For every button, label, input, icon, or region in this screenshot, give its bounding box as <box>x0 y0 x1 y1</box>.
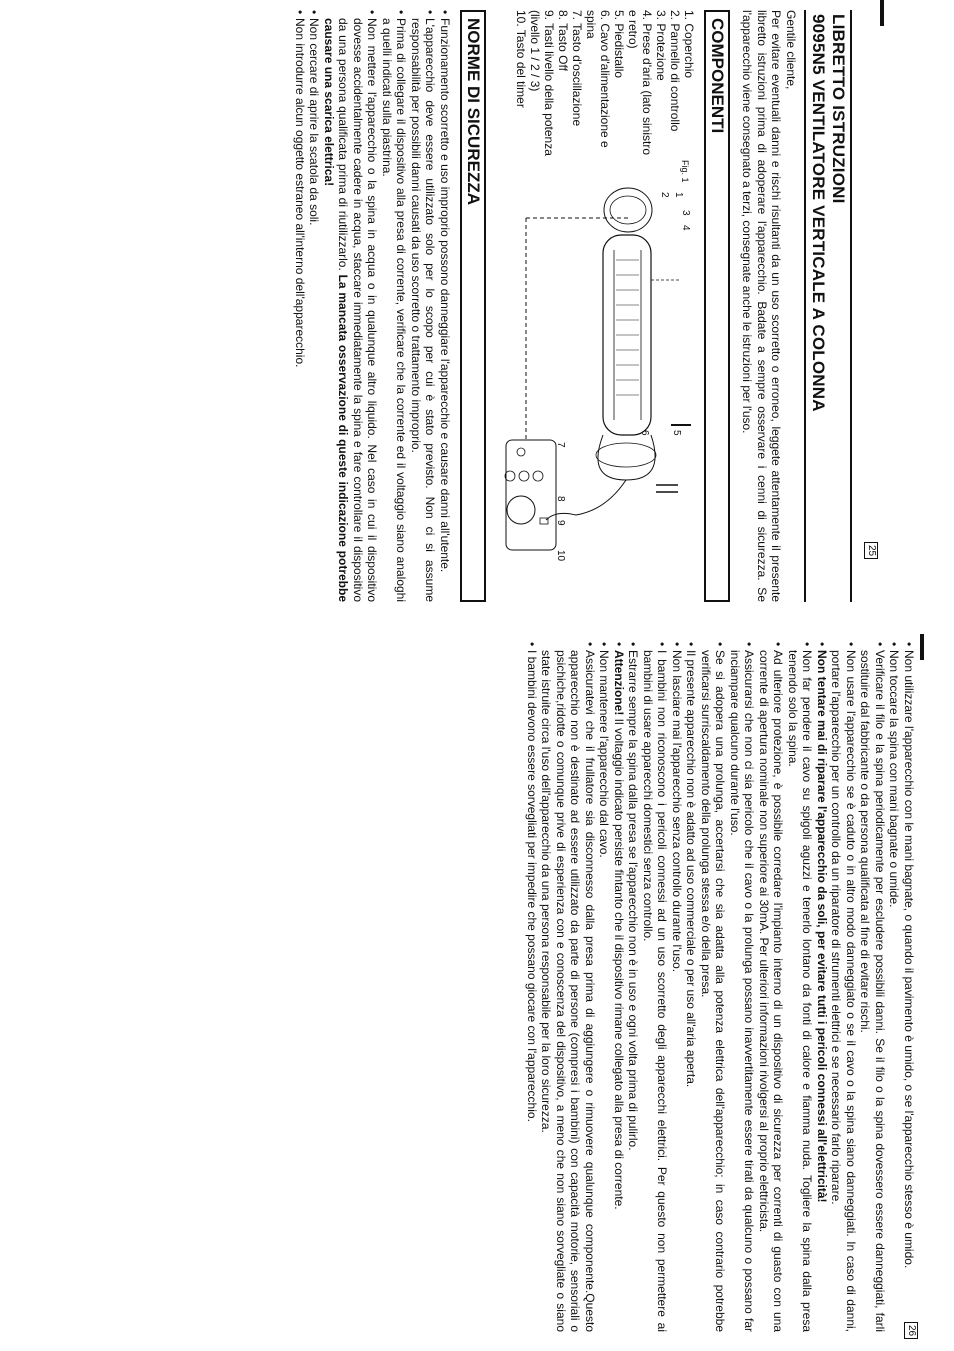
component-item: 5. Piedistallo <box>612 10 626 79</box>
safety-item-text: Estrarre sempre la spina dalla presa se l'apparecchio non è in uso e ogni volta prima di pulirlo. <box>626 650 641 1151</box>
safety-item-emphasis: Attenzione! <box>612 650 626 716</box>
safety-item <box>539 642 597 1332</box>
safety-item <box>612 642 627 1332</box>
safety-item <box>597 642 612 1332</box>
safety-item-text: Ad ulteriore protezione, è possibile corredare l'impianto interno di un dispositivo di sicurezza per correnti di guasto con una corrente di apertura nominale non superiore ai 30mA. Per ulteriori informazioni rivolgersi al proprio elettricista. <box>757 650 786 1332</box>
safety-item <box>815 642 830 1332</box>
component-item: 8. Tasto Off <box>556 10 570 71</box>
callout-10: 10 <box>555 550 566 562</box>
callout-4: 4 <box>680 225 691 231</box>
fan-diagram <box>501 180 691 600</box>
greeting: Gentile cliente, <box>784 10 798 90</box>
safety-item-emphasis: Non tentare mai di riparare l'apparecchio da soli, per evitare tutti i pericoli connessi all'elettricità! <box>815 650 829 1203</box>
page-marker <box>880 0 884 26</box>
components-heading: COMPONENTI <box>704 10 730 602</box>
page-number-26: 26 <box>904 1322 918 1339</box>
safety-item-text: Verificare il filo e la spina periodicamente per escludere possibili danni. Se il filo o la spina dovessero essere danneggiati, farli sostituire dal fabbricante o da persona qualificata al fine di evitare rischi. <box>858 650 887 1332</box>
components-list <box>514 10 696 160</box>
tower-fan-illustration <box>505 188 691 550</box>
callout-2: 2 <box>659 192 670 198</box>
page-marker <box>920 634 924 660</box>
safety-item-text: I bambini non riconoscono i pericoli connessi ad un uso scorretto degli apparecchi elettrici. Per questo non permettere ai bambini di usare apparecchi domestici senza controllo. <box>641 650 670 1332</box>
safety-item <box>887 642 902 1332</box>
component-item: 3. Protezione <box>654 10 668 81</box>
safety-item-text: Assicuratevi che il frullatore sia disconnesso dalla presa prima di aggiungere o rimuovere qualunque componente.Questo apparecchio non è destinato ad essere utilizzato da parte di persone (compresi i bambini) con capacità motorie, sensoriali o psichiche,ridotte o comunque prive di esperienza con e conoscenza del dispositivo, a meno che non siano sorvegliate o siano state istruite circa l'uso dell'apparecchio da una persona responsabile per la loro sicurezza. <box>539 650 597 1332</box>
component-item: 10. Tasto del timer <box>514 10 528 108</box>
safety-item-text: L'apparecchio deve essere utilizzato solo per lo scopo per cui è stato previsto. Non ci si assume responsabilità per possibili danni causati da uso scorretto o trattamento improprio. <box>409 18 438 602</box>
safety-item <box>829 642 858 1332</box>
safety-item-text: Assicurarsi che non ci sia pericolo che il cavo o la prolunga possano inavvertitamente essere tirati da qualcuno o possano far inciampare qualcuno durante l'uso. <box>728 650 757 1332</box>
component-item: 9. Tasti livello della potenza (livello 1 / 2 / 3) <box>528 10 556 156</box>
page-number-25: 25 <box>864 542 878 559</box>
safety-item <box>670 642 685 1332</box>
component-item: 4. Prese d'aria (lato sinistro e retro) <box>626 10 654 156</box>
figure-label: Fig. 1 <box>680 160 690 183</box>
safety-item-text: Non cercare di aprire la scatola da soli. <box>307 18 322 226</box>
safety-item <box>757 642 786 1332</box>
callout-3: 3 <box>680 210 691 216</box>
document-title <box>804 10 852 602</box>
component-item: 7. Tasto d'oscillazione <box>570 10 584 127</box>
callout-9: 9 <box>555 520 566 526</box>
safety-item <box>786 642 815 1332</box>
title-line-2: 9095N5 VENTILATORE VERTICALE A COLONNA <box>809 14 828 412</box>
callout-6: 6 <box>639 430 650 436</box>
safety-item-text: Prima di collegare il dispositivo alla presa di corrente, verificare che la corrente ed il voltaggio siano analoghi a quelli indicati sulla piastrina. <box>380 18 409 602</box>
safety-item-emphasis: La mancata osservazione di queste indicazione potrebbe causare una scarica elettrica! <box>322 18 351 602</box>
safety-item-text: I bambini devono essere sorvegliati per impedire che possano giocare con l'apparecchio. <box>525 650 539 1122</box>
safety-item-text: Non far pendere il cavo su spigoli aguzzi e tenerlo lontano da fonti di calore e fiamma nuda. Togliere la spina dalla presa tenendo solo la spina. <box>786 650 815 1332</box>
safety-item-text: Non utilizzare l'apparecchio con le mani bagnate, o quando il pavimento è umido, o se l'apparecchio stesso è umido. <box>902 650 916 1269</box>
safety-item <box>438 10 453 602</box>
safety-item <box>293 10 308 602</box>
safety-item-text: Funzionamento scorretto e uso improprio possono danneggiare l'apparecchio e causare danni all'utente. <box>438 18 452 573</box>
safety-item-text: Il voltaggio indicato persiste fintanto che il dispositivo rimane collegato alla presa di corrente. <box>612 715 626 1210</box>
component-item: 1. Coperchio <box>682 10 696 79</box>
safety-item <box>641 642 670 1332</box>
callout-5: 5 <box>671 430 682 436</box>
title-line-1: LIBRETTO ISTRUZIONI <box>829 14 848 204</box>
safety-item <box>380 10 409 602</box>
safety-list <box>293 10 453 602</box>
safety-item <box>728 642 757 1332</box>
safety-item <box>699 642 728 1332</box>
intro-paragraph: Per evitare eventuali danni e rischi risultanti da un uso scorretto o erroneo, leggete attentamente il presente libretto istruzioni prima di adoperare l'apparecchio. Badate a sempre osservare i cenni di sicurezza. Se l'apparecchio viene consegnato a terzi, consegnate anche le istruzioni per l'uso. <box>740 10 784 602</box>
safety-item <box>525 642 540 1332</box>
callout-7: 7 <box>555 442 566 448</box>
callout-1: 1 <box>673 192 684 198</box>
component-item: 2. Pannello di controllo <box>668 10 682 132</box>
safety-item <box>902 642 917 1332</box>
safety-item-text: Il presente apparecchio non è adatto ad uso commerciale o per uso all'aria aperta. <box>684 650 699 1088</box>
safety-item-text: Non usare l'apparecchio se è caduto o in altro modo danneggiato o se il cavo o la spina siano danneggiati. In caso di danni, portare l'apparecchio per un controllo da un riparatore di strumenti elettrici e se necessario farlo riparare. <box>829 650 858 1332</box>
safety-item-text: Non introdurre alcun oggetto estraneo all'interno dell'apparecchio. <box>293 18 307 368</box>
callout-8: 8 <box>555 496 566 502</box>
safety-item-text: Non mettere l'apparecchio o la spina in acqua o in qualunque altro liquido. Nel caso in cui il dispositivo dovesse accidentalmente cadere in acqua, staccare immediatamente la spina e fare controllare il dispositivo da una persona qualificata prima di riutilizzarlo. <box>336 18 380 602</box>
safety-item-text: Non toccare la spina con mani bagnate o umide. <box>887 650 902 908</box>
safety-item <box>684 642 699 1332</box>
safety-item <box>322 10 380 602</box>
right-safety-list <box>525 642 917 1332</box>
safety-item-text: Se si adopera una prolunga, accertarsi che sia adatta alla potenza elettrica dell'apparecchio; in caso contrario potrebbe verificarsi surriscaldamento della prolunga stessa e/o della presa. <box>699 650 728 1332</box>
component-item: 6. Cavo d'alimentazione e spina <box>584 10 612 148</box>
safety-item <box>409 10 438 602</box>
safety-item-text: Non mantenere l'apparecchio dal cavo. <box>597 650 612 858</box>
safety-item <box>858 642 887 1332</box>
components-area <box>496 10 696 602</box>
left-page <box>0 0 880 610</box>
safety-item <box>626 642 641 1332</box>
safety-heading: NORME DI SICUREZZA <box>460 10 486 602</box>
safety-item-text: Non lasciare mai l'apparecchio senza controllo durante l'uso. <box>670 650 684 973</box>
safety-item <box>307 10 322 602</box>
right-page <box>0 630 920 1350</box>
